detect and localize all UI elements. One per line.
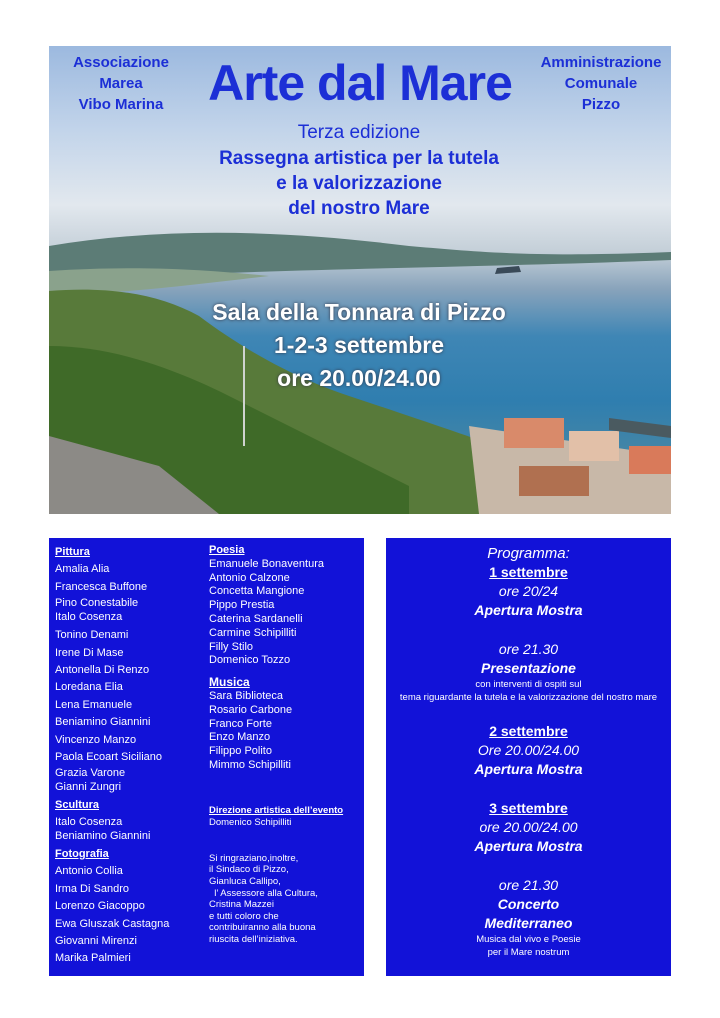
subtitle-line: Rassegna artistica per la tutela [219,148,499,169]
poet-name: Concetta Mangione [209,585,305,598]
artist-name: Beniamino Giannini [55,716,151,729]
day-heading: 1 settembre [489,564,568,580]
page-title: Arte dal Mare [208,55,512,111]
venue-name: Sala della Tonnara di Pizzo [212,299,506,325]
subtitle [169,146,549,221]
subtitle-line: e la valorizzazione [276,173,442,194]
artist-name: Paola Ecoart Siciliano [55,751,163,764]
poet-name: Pippo Prestia [209,599,275,612]
artists-column-right [209,544,343,946]
poet-name: Domenico Tozzo [209,654,291,667]
event-title: Apertura Mostra [474,761,583,777]
venue-dates: 1-2-3 settembre [273,332,445,358]
poet-name: Carmine Schipilliti [209,626,297,639]
thanks-line: Gianluca Callipo, [209,875,281,887]
org-line: Amministrazione [540,54,662,71]
artist-name: Beniamino Giannini [55,829,151,842]
artists-panel [49,538,364,976]
event-note: tema riguardante la tutela e la valorizzazione del nostro mare [399,692,658,703]
poet-name: Emanuele Bonaventura [209,557,324,570]
artist-name: Giovanni Mirenzi [55,934,137,947]
artist-name: Lorenzo Giacoppo [55,900,145,913]
event-title: Mediterraneo [484,915,573,931]
edition-label: Terza edizione [297,122,421,143]
org-line: Marea [99,75,143,92]
event-time: ore 20/24 [498,583,559,599]
musician-name: Mimmo Schipilliti [209,758,291,771]
poet-name: Caterina Sardanelli [209,612,303,625]
section-heading-musica: Musica [209,675,250,690]
musician-name: Filippo Polito [209,745,272,758]
day-heading: 2 settembre [489,723,568,739]
seascape-illustration [49,46,671,514]
artist-name: Vincenzo Manzo [55,733,137,746]
event-title: Apertura Mostra [474,602,583,618]
program-panel [386,538,671,976]
artist-name: Ewa Gluszak Castagna [55,917,170,930]
thanks-line: Si ringraziano,inoltre, [209,852,299,864]
artist-name: Italo Cosenza [55,611,123,624]
program-schedule [386,544,671,959]
thanks-line: l’ Assessore alla Cultura, [209,887,318,899]
event-title: Presentazione [481,660,576,676]
section-heading-fotografia: Fotografia [55,847,109,860]
artist-name: Gianni Zungri [55,781,122,794]
musician-name: Sara Biblioteca [209,689,283,702]
artist-name: Amalia Alia [55,563,110,576]
event-note: per il Mare nostrum [487,947,570,958]
artist-name: Irene Di Mase [55,646,124,659]
day-heading: 3 settembre [489,800,568,816]
event-note: Musica dal vivo e Poesie [476,934,581,945]
artist-name: Irma Di Sandro [55,882,129,895]
section-heading-scultura: Scultura [55,799,100,812]
artist-name: Grazia Varone [55,767,126,780]
musician-name: Rosario Carbone [209,703,293,716]
thanks-line: riuscita dell’iniziativa. [209,933,298,945]
thanks-line: Cristina Mazzei [209,899,274,911]
artist-name: Lena Emanuele [55,698,133,711]
thanks-line: il Sindaco di Pizzo, [209,864,289,876]
venue-hours: ore 20.00/24.00 [277,365,441,391]
section-heading-poesia: Poesia [209,544,245,556]
event-note: con interventi di ospiti sul [475,679,582,690]
thanks-line: contribuiranno alla buona [209,922,316,934]
subtitle-line: del nostro Mare [288,198,430,219]
event-time: Ore 20.00/24.00 [477,742,580,758]
poet-name: Antonio Calzone [209,571,290,584]
art-director-name: Domenico Schipilliti [209,816,292,828]
musician-name: Franco Forte [209,717,272,730]
artist-name: Francesca Buffone [55,580,148,593]
artist-name: Pino Conestabile [55,597,139,610]
artist-name: Tonino Denami [55,629,129,642]
artist-name: Marika Palmieri [55,952,131,965]
venue-info [159,296,559,395]
poet-name: Filly Stilo [209,640,254,653]
organizer-left [57,52,185,115]
artist-name: Antonella Di Renzo [55,664,150,677]
thanks-line: e tutti coloro che [209,910,279,922]
event-time: ore 21.30 [498,877,559,893]
event-title: Apertura Mostra [474,838,583,854]
event-title: Concerto [497,896,560,912]
artist-name: Loredana Elia [55,681,123,694]
program-title: Programma: [487,545,570,562]
artists-column-left [55,544,169,968]
section-heading-pittura: Pittura [55,546,90,558]
org-line: Vibo Marina [78,96,164,113]
event-time: ore 20.00/24.00 [479,819,578,835]
artist-name: Italo Cosenza [55,815,123,828]
event-time: ore 21.30 [498,641,559,657]
org-line: Comunale [564,75,638,92]
musician-name: Enzo Manzo [209,731,271,744]
org-line: Associazione [73,54,169,71]
organizer-right [535,52,667,115]
art-direction-heading: Direzione artistica dell’evento [209,804,344,816]
org-line: Pizzo [581,96,621,113]
artist-name: Antonio Collia [55,865,123,878]
poster-image [49,46,671,514]
